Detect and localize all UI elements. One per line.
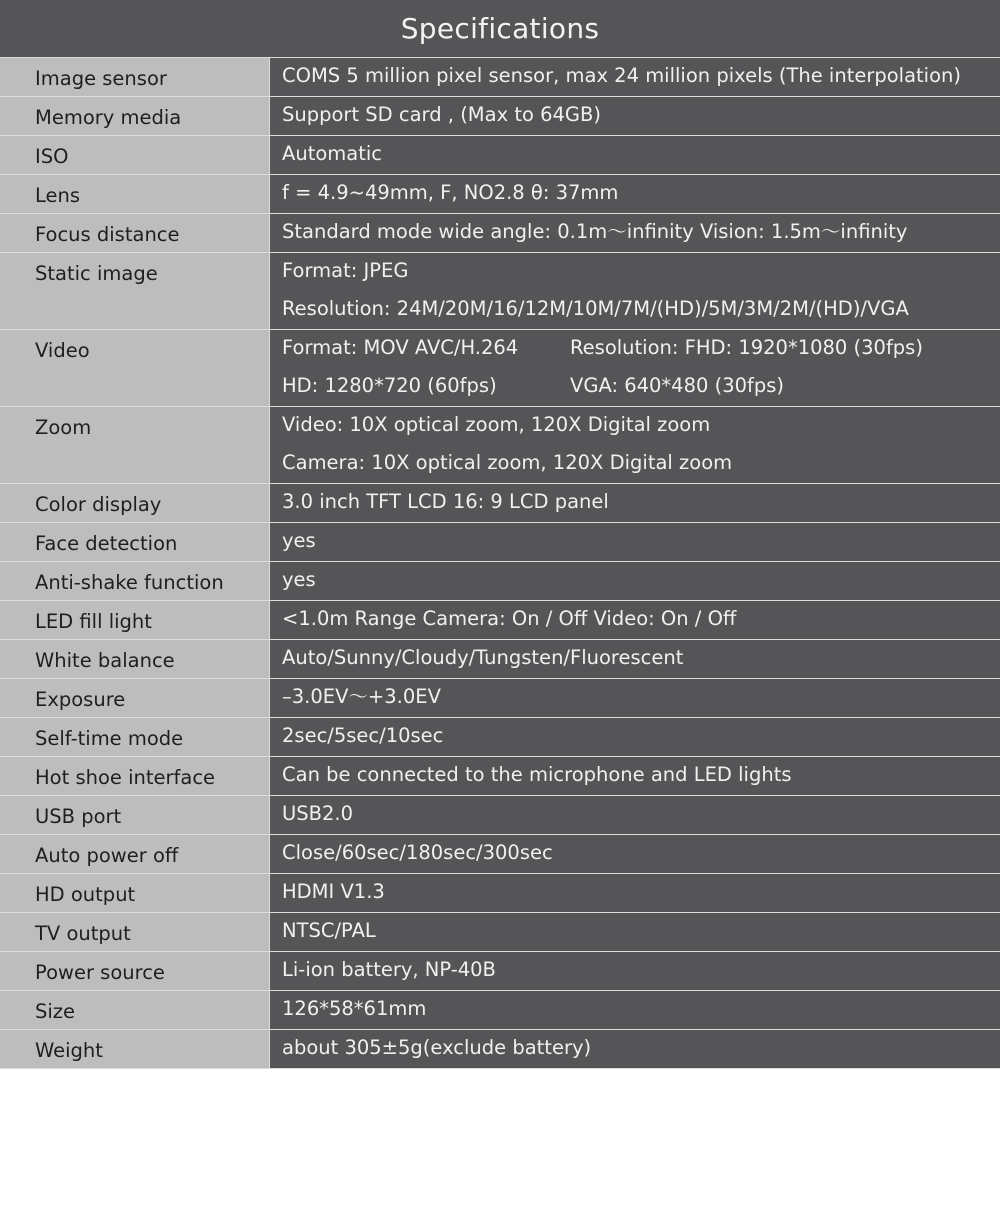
spec-value-pair xyxy=(282,368,1000,406)
spec-value: 3.0 inch TFT LCD 16: 9 LCD panel xyxy=(282,490,609,513)
spec-value-cell xyxy=(270,874,1000,912)
spec-value-cell xyxy=(270,562,1000,600)
spec-label: Weight xyxy=(35,1039,103,1062)
spec-value: <1.0m Range Camera: On / Off Video: On / Off xyxy=(282,607,737,630)
spec-value-cell xyxy=(270,991,1000,1029)
spec-row xyxy=(0,874,1000,913)
spec-label-cell xyxy=(0,679,270,717)
spec-row xyxy=(0,136,1000,175)
spec-label: Power source xyxy=(35,961,165,984)
spec-value-cell xyxy=(270,796,1000,834)
spec-value: HD: 1280*720 (60fps) xyxy=(282,374,497,397)
spec-value: –3.0EV～+3.0EV xyxy=(282,685,441,708)
spec-value-cell xyxy=(270,407,1000,483)
spec-row xyxy=(0,640,1000,679)
spec-value-cell xyxy=(270,523,1000,561)
spec-value-cell xyxy=(270,330,1000,406)
spec-value: HDMI V1.3 xyxy=(282,880,385,903)
spec-row xyxy=(0,330,1000,407)
spec-label-cell xyxy=(0,214,270,252)
spec-value-cell xyxy=(270,757,1000,795)
spec-value-cell xyxy=(270,136,1000,174)
spec-row xyxy=(0,1030,1000,1069)
spec-row xyxy=(0,835,1000,874)
spec-label-cell xyxy=(0,640,270,678)
spec-label-cell xyxy=(0,97,270,135)
spec-value-cell xyxy=(270,253,1000,329)
spec-label-cell xyxy=(0,484,270,522)
spec-label: Focus distance xyxy=(35,223,180,246)
spec-label: Memory media xyxy=(35,106,182,129)
spec-value-cell xyxy=(270,58,1000,96)
spec-label: Zoom xyxy=(35,416,92,439)
spec-value-cell xyxy=(270,175,1000,213)
spec-row xyxy=(0,97,1000,136)
spec-value-cell xyxy=(270,214,1000,252)
spec-label-cell xyxy=(0,136,270,174)
spec-label-cell xyxy=(0,913,270,951)
spec-row xyxy=(0,58,1000,97)
spec-value: USB2.0 xyxy=(282,802,354,825)
spec-label-cell xyxy=(0,718,270,756)
spec-row xyxy=(0,253,1000,330)
spec-value: COMS 5 million pixel sensor, max 24 million pixels (The interpolation) xyxy=(282,64,961,87)
spec-row xyxy=(0,913,1000,952)
spec-value: f = 4.9~49mm, F, NO2.8 θ: 37mm xyxy=(282,181,619,204)
spec-row xyxy=(0,757,1000,796)
spec-value: Video: 10X optical zoom, 120X Digital zoom xyxy=(282,413,711,436)
spec-label: Video xyxy=(35,339,90,362)
spec-label: Lens xyxy=(35,184,81,207)
spec-value-cell xyxy=(270,484,1000,522)
spec-value: Close/60sec/180sec/300sec xyxy=(282,841,553,864)
spec-label: LED fill light xyxy=(35,610,152,633)
spec-row xyxy=(0,796,1000,835)
spec-label-cell xyxy=(0,952,270,990)
spec-row xyxy=(0,407,1000,484)
spec-row xyxy=(0,562,1000,601)
spec-value: Auto/Sunny/Cloudy/Tungsten/Fluorescent xyxy=(282,646,684,669)
spec-value-cell xyxy=(270,601,1000,639)
spec-label-cell xyxy=(0,523,270,561)
spec-value: NTSC/PAL xyxy=(282,919,376,942)
spec-label-cell xyxy=(0,58,270,96)
spec-value: 126*58*61mm xyxy=(282,997,427,1020)
spec-value: yes xyxy=(282,529,316,552)
spec-row xyxy=(0,601,1000,640)
spec-label: Auto power off xyxy=(35,844,179,867)
spec-value-cell xyxy=(270,640,1000,678)
specifications-title: Specifications xyxy=(0,0,1000,58)
spec-value-cell xyxy=(270,679,1000,717)
spec-row xyxy=(0,484,1000,523)
spec-label-cell xyxy=(0,991,270,1029)
spec-label: Hot shoe interface xyxy=(35,766,216,789)
spec-label-cell xyxy=(0,175,270,213)
spec-label: HD output xyxy=(35,883,136,906)
spec-row xyxy=(0,991,1000,1030)
spec-label-cell xyxy=(0,407,270,483)
spec-label-cell xyxy=(0,796,270,834)
spec-label-cell xyxy=(0,835,270,873)
spec-label: USB port xyxy=(35,805,122,828)
spec-value: VGA: 640*480 (30fps) xyxy=(570,374,785,397)
spec-row xyxy=(0,214,1000,253)
spec-value: 2sec/5sec/10sec xyxy=(282,724,444,747)
spec-value: Can be connected to the microphone and LED lights xyxy=(282,763,792,786)
spec-value: Format: MOV AVC/H.264 xyxy=(282,336,519,359)
spec-label-cell xyxy=(0,562,270,600)
spec-value: Resolution: 24M/20M/16/12M/10M/7M/(HD)/5M/3M/2M/(HD)/VGA xyxy=(282,297,909,320)
spec-label: Face detection xyxy=(35,532,178,555)
spec-value: Standard mode wide angle: 0.1m～infinity Vision: 1.5m～infinity xyxy=(282,220,908,243)
spec-value: Support SD card , (Max to 64GB) xyxy=(282,103,601,126)
spec-label: Self-time mode xyxy=(35,727,184,750)
spec-label: Anti-shake function xyxy=(35,571,224,594)
spec-label: TV output xyxy=(35,922,131,945)
spec-value-cell xyxy=(270,835,1000,873)
spec-label: Image sensor xyxy=(35,67,167,90)
spec-value-cell xyxy=(270,97,1000,135)
spec-label: ISO xyxy=(35,145,69,168)
spec-value-pair xyxy=(282,330,1000,368)
spec-label: Exposure xyxy=(35,688,126,711)
spec-label: Static image xyxy=(35,262,158,285)
spec-row xyxy=(0,679,1000,718)
spec-label-cell xyxy=(0,253,270,329)
spec-label: White balance xyxy=(35,649,175,672)
spec-label-cell xyxy=(0,1030,270,1068)
spec-label-cell xyxy=(0,874,270,912)
spec-value-cell xyxy=(270,1030,1000,1068)
spec-value: about 305±5g(exclude battery) xyxy=(282,1036,592,1059)
spec-label-cell xyxy=(0,601,270,639)
spec-value: Li-ion battery, NP-40B xyxy=(282,958,496,981)
specifications-table xyxy=(0,58,1000,1069)
spec-value: yes xyxy=(282,568,316,591)
spec-row xyxy=(0,523,1000,562)
spec-label-cell xyxy=(0,330,270,406)
spec-value: Format: JPEG xyxy=(282,259,409,282)
spec-value: Resolution: FHD: 1920*1080 (30fps) xyxy=(570,336,923,359)
spec-value-cell xyxy=(270,913,1000,951)
spec-label: Size xyxy=(35,1000,76,1023)
spec-row xyxy=(0,718,1000,757)
spec-value-cell xyxy=(270,952,1000,990)
spec-row xyxy=(0,952,1000,991)
spec-row xyxy=(0,175,1000,214)
spec-value-cell xyxy=(270,718,1000,756)
spec-value: Camera: 10X optical zoom, 120X Digital zoom xyxy=(282,451,733,474)
spec-label: Color display xyxy=(35,493,162,516)
spec-value: Automatic xyxy=(282,142,383,165)
spec-label-cell xyxy=(0,757,270,795)
